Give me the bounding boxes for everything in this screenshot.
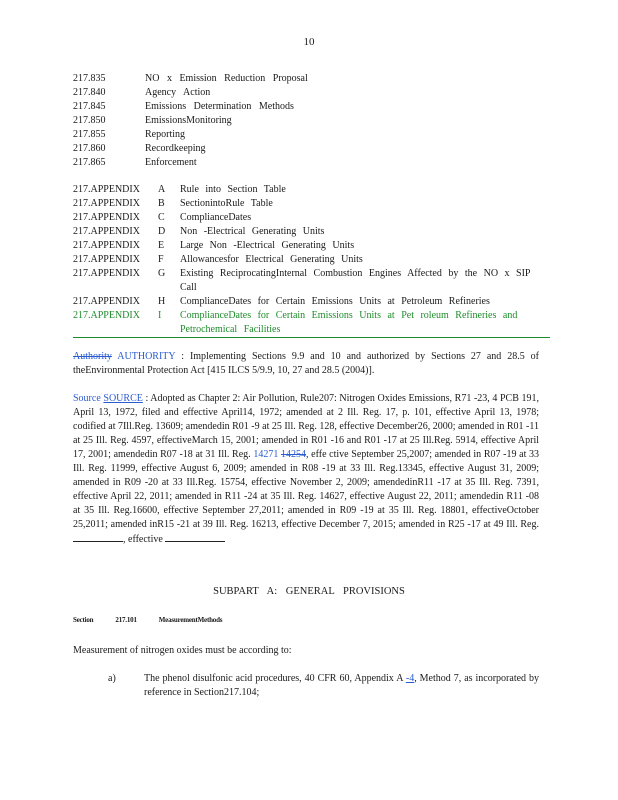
section-intro: Measurement of nitrogen oxides must be according to: [73,645,292,656]
appendix-list [73,183,550,338]
page-number: 10 [303,36,315,48]
toc-entry: 217.840 Agency Action [73,87,211,98]
section-label: Section [73,616,94,624]
inserted-appendix-suffix: -4 [405,673,415,684]
appendix-entry: 217.APPENDIX C ComplianceDates [73,212,252,223]
appendix-entry: 217.APPENDIX D Non -Electrical Generating Units [73,226,325,237]
appendix-entry: 217.APPENDIX E Large Non -Electrical Generating Units [73,240,355,251]
toc-entry: 217.860 Recordkeeping [73,143,206,154]
toc-entry: 217.850 EmissionsMonitoring [73,115,232,126]
authority-inserted-label: AUTHORITY [117,351,176,362]
inserted-page-ref: 14271 [253,449,279,460]
appendix-entry: 217.APPENDIX G Existing ReciprocatingInternal Combustion Engines Affected by the NO x SIP Call [73,268,531,293]
source-text-part2: , effe ctive September 25,2007; amended in R07 -19 at 33 Ill. Reg. 11999, effective August 6, 2009; amended in R08 -19 at 33 Ill. Reg.13345, effective August 31, 2009; amended in R09 -20 at 33 Ill.Reg. 15754, effective November 2, 2009; amendedinR11 -17 at 35 Ill. Reg. 7391, effective April 22, 2011; amended in R11 -24 at 35 Ill. Reg. 14627, effective August 22, 2011; amendedin R11 -08 at 35 Ill. Reg.16600, effective September 27,2011; amended in R09 -19 at 35 Ill. Reg. 18801, effectiveOctober 25,2011; amended inR15 -21 at 39 Ill. Reg. 16213, effective December 7, 2015; amended in R25 -17 at 49 Ill. Reg. [73,449,540,530]
appendix-entry: 217.APPENDIX H ComplianceDates for Certain Emissions Units at Petroleum Refineries [73,296,490,307]
source-text-part3: , effective [123,534,163,545]
appendix-entry: 217.APPENDIX F Allowancesfor Electrical Generating Units [73,254,363,265]
source-note [73,392,539,547]
deleted-page-ref: 14254 [281,449,306,460]
authority-note [73,350,539,378]
source-label-new: SOURCE [103,393,143,404]
item-label: a) [108,673,116,684]
source-label-old: Source [73,393,101,404]
authority-text: : Implementing Sections 9.9 and 10 and authorized by Sections 27 and 28.5 of theEnvironmental Protection Act [415 ILCS 5/9.9, 10, 27 and 28.5 (2004)]. [73,351,540,376]
appendix-entry-inserted: 217.APPENDIX I ComplianceDates for Certain Emissions Units at Pet roleum Refineries and Petrochemical Facilities [73,309,550,338]
register-page-blank [73,532,123,542]
source-text-part1: : Adopted as Chapter 2: Air Pollution, Rule207: Nitrogen Oxides Emissions, R71 -23, 4 PCB 191, April 13, 1972, filed and effective April14, 1972; amended at 2 Ill. Reg. 17, p. 101, effective April 13, 1978; codified at 7Ill.Reg. 13609; amendedin R01 -9 at 25 Ill. Reg. 128, effective December26, 2000; amended in R01 -11 at 25 Ill. Reg. 4597, effectiveMarch 15, 2001; amended in R01 -16 and R01 -17 at 25 Ill.Reg. 5914, effective April 17, 2001; amendedin R07 -18 at 31 Ill. Reg. [73,393,539,460]
section-title: MeasurementMethods [158,616,223,624]
toc-entry: 217.845 Emissions Determination Methods [73,101,294,112]
section-number: 217.101 [115,616,137,624]
authority-struck-label: Authority [73,351,112,362]
toc-entry: 217.865 Enforcement [73,157,197,168]
appendix-entry: 217.APPENDIX A Rule into Section Table [73,184,286,195]
effective-date-blank [165,532,225,542]
appendix-entry: 217.APPENDIX B SectionintoRule Table [73,198,273,209]
item-text: The phenol disulfonic acid procedures, 40 CFR 60, Appendix A -4, Method 7, as incorporated by reference in Section217.104; [144,673,540,698]
toc-entry: 217.855 Reporting [73,129,185,140]
section-heading [73,616,244,624]
section-table-of-contents [73,72,308,170]
toc-entry: 217.835 NO x Emission Reduction Proposal [73,73,308,84]
subpart-heading: SUBPART A: GENERAL PROVISIONS [213,586,405,597]
